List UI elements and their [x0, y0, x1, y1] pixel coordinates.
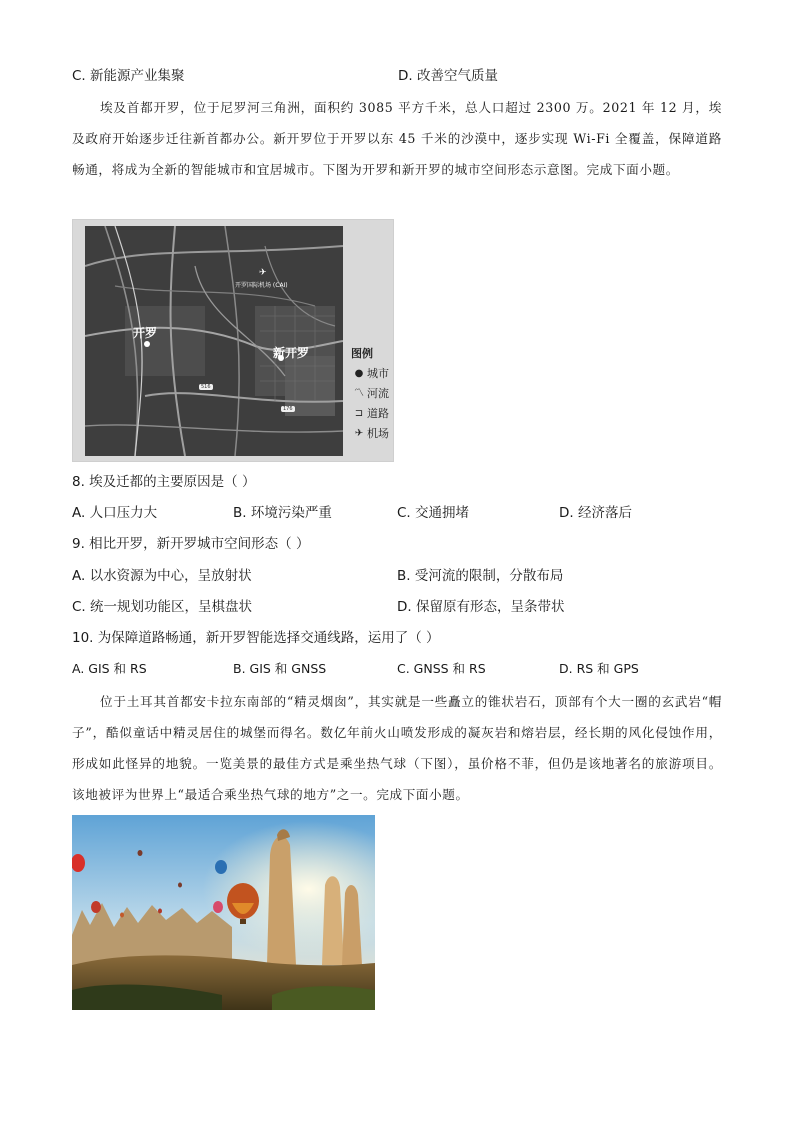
map-road-tag-516: 516: [201, 384, 211, 390]
legend-item-airport: ✈ 机场: [351, 424, 394, 444]
q9-option-a: A. 以水资源为中心，呈放射状: [72, 568, 252, 584]
q9-stem: 9. 相比开罗，新开罗城市空间形态（ ）: [72, 536, 310, 552]
legend-item-city: ● 城市: [351, 364, 394, 384]
q9-option-d: D. 保留原有形态，呈条带状: [397, 599, 565, 615]
map-road-tag-176: 176: [283, 406, 293, 412]
airplane-icon: ✈: [259, 268, 267, 278]
legend-item-river: 〽 河流: [351, 384, 394, 404]
cairo-map-image: [85, 226, 343, 456]
passage-cairo: 埃及首都开罗，位于尼罗河三角洲，面积约 3085 平方千米，总人口超过 2300 万。2021 年 12 月，埃及政府开始逐步迁往新首都办公。新开罗位于开罗以东 45 千米的沙漠中，逐步实现 Wi-Fi 全覆盖，保障道路畅通，将成为全新的智能城市和宜居城市。下图为开罗和新开罗的城市空间形态示意图。完成下面小题。: [72, 100, 722, 177]
q8-option-d: D. 经济落后: [559, 505, 632, 521]
option-c: C. 新能源产业集聚: [72, 68, 185, 84]
q10-stem: 10. 为保障道路畅通，新开罗智能选择交通线路，运用了（ ）: [72, 630, 440, 646]
q9-option-b: B. 受河流的限制，分散布局: [397, 568, 564, 584]
q10-option-c: C. GNSS 和 RS: [397, 661, 486, 676]
q10-option-d: D. RS 和 GPS: [559, 661, 639, 676]
river-icon: 〽: [354, 388, 364, 399]
cairo-map-figure: [72, 219, 394, 462]
q8-option-b: B. 环境污染严重: [233, 505, 332, 521]
map-label-airport: 开罗国际机场 (CAI): [235, 282, 288, 289]
map-label-cairo: 开罗: [133, 326, 158, 340]
city-dot-icon: ●: [354, 368, 364, 379]
option-d: D. 改善空气质量: [398, 68, 498, 84]
q8-stem: 8. 埃及迁都的主要原因是（ ）: [72, 474, 256, 490]
q10-option-a: A. GIS 和 RS: [72, 661, 147, 676]
q9-option-c: C. 统一规划功能区，呈棋盘状: [72, 599, 253, 615]
q8-option-c: C. 交通拥堵: [397, 505, 470, 521]
legend-item-road: ⊐ 道路: [351, 404, 394, 424]
legend-title: 图例: [351, 347, 373, 360]
passage-fairy-chimneys: 位于土耳其首都安卡拉东南部的“精灵烟囱”，其实就是一些矗立的锥状岩石，顶部有个大一圈的玄武岩“帽子”，酷似童话中精灵居住的城堡而得名。数亿年前火山喷发形成的凝灰岩和熔岩层，经长期的风化侵蚀作用，形成如此怪异的地貌。一览美景的最佳方式是乘坐热气球（下图），虽价格不菲，但仍是该地著名的旅游项目。该地被评为世界上“最适合乘坐热气球的地方”之一。完成下面小题。: [72, 694, 722, 802]
map-legend: [351, 344, 394, 444]
map-label-new-cairo: 新开罗: [273, 346, 310, 360]
q10-option-b: B. GIS 和 GNSS: [233, 661, 327, 676]
q8-option-a: A. 人口压力大: [72, 505, 158, 521]
airplane-legend-icon: ✈: [354, 428, 364, 439]
hot-air-balloon-photo: [72, 815, 375, 1010]
road-icon: ⊐: [354, 408, 364, 419]
